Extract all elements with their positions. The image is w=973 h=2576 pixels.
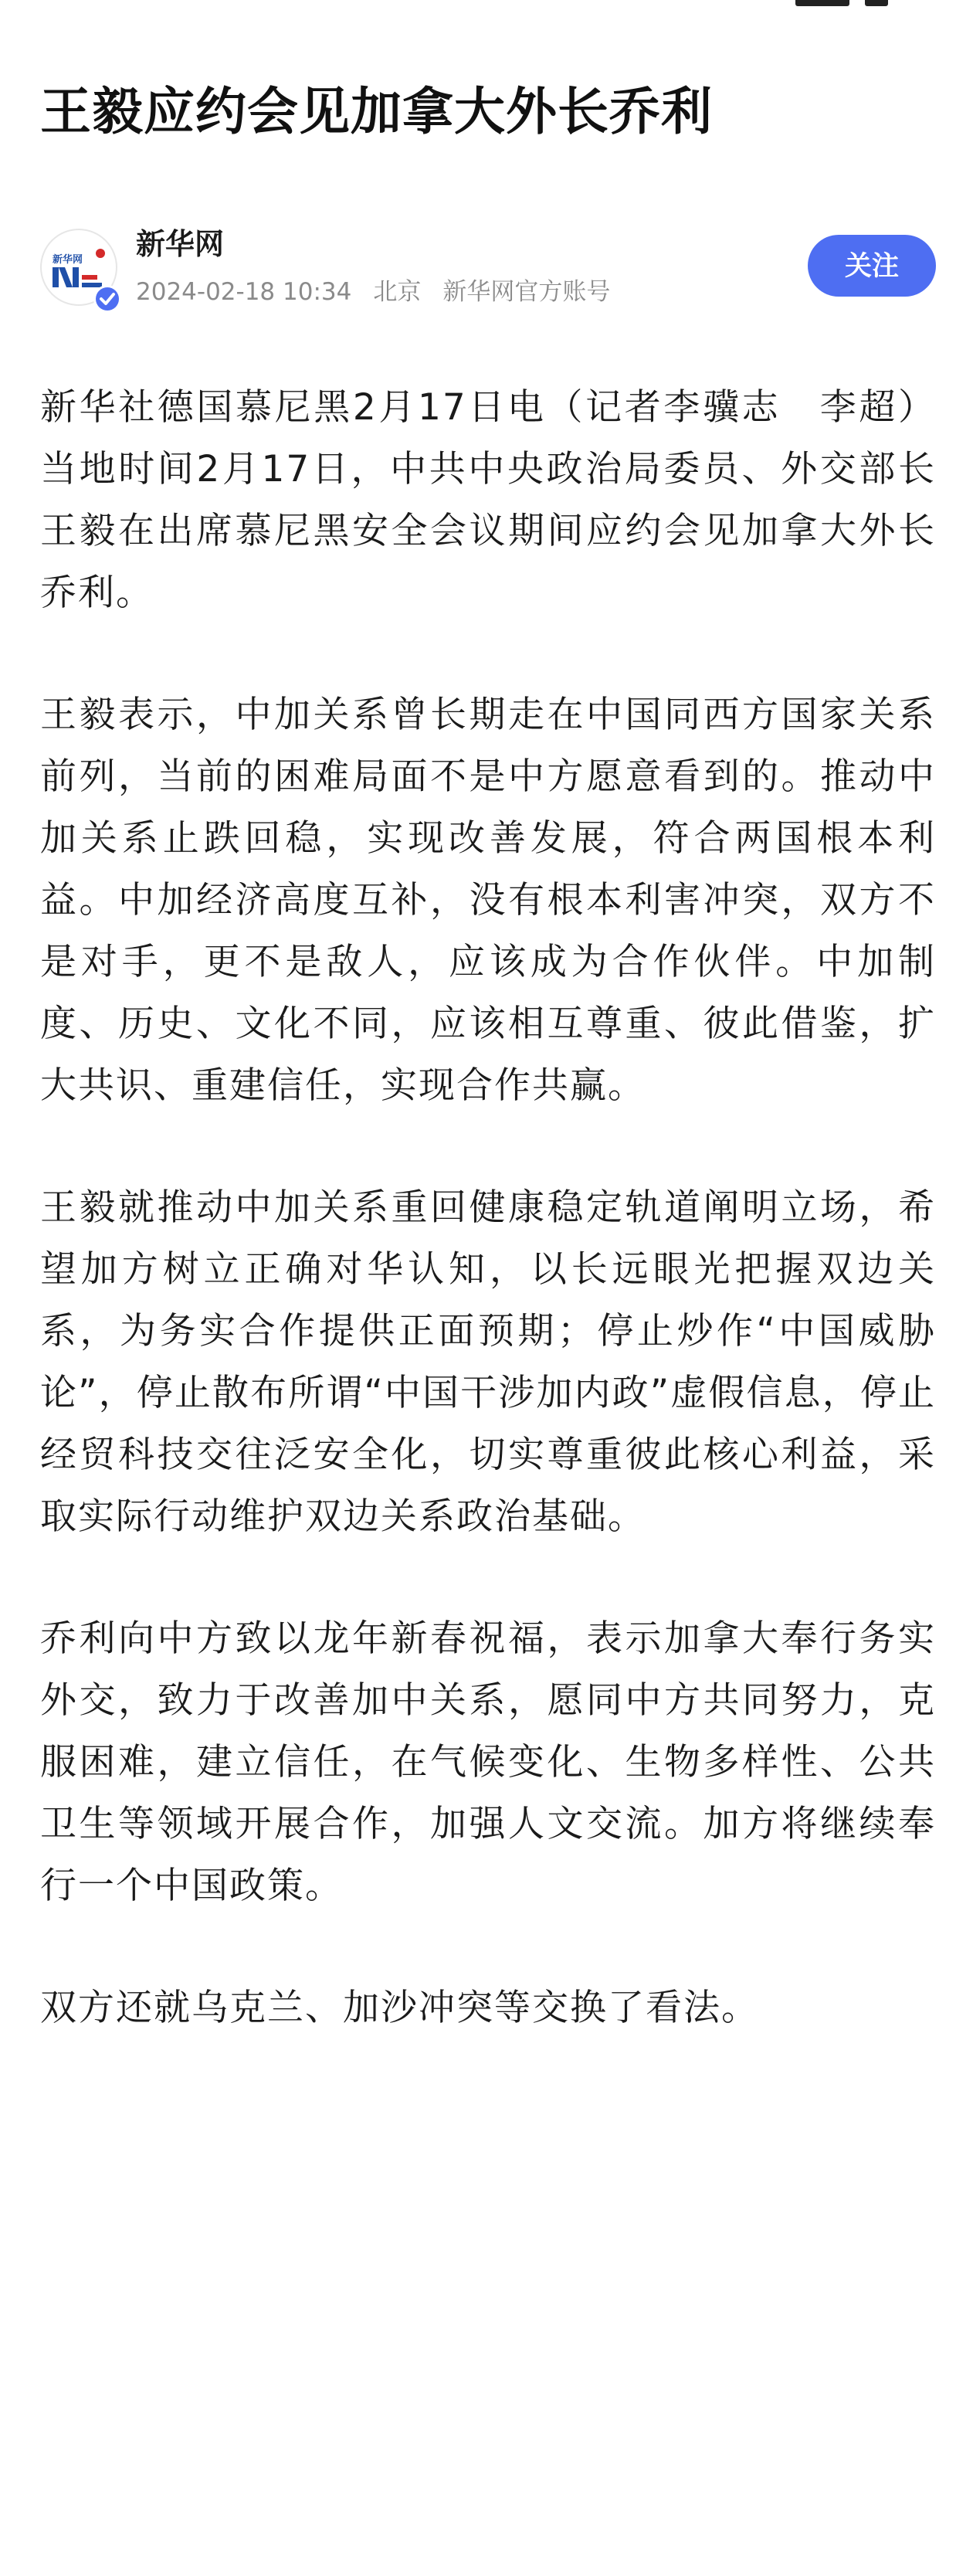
author-avatar[interactable] [40, 229, 117, 306]
publish-date: 2024-02-18 10:34 [136, 278, 352, 306]
article-paragraph: 新华社德国慕尼黑2月17日电（记者李骥志 李超）当地时间2月17日，中共中央政治局委员、外交部长王毅在出席慕尼黑安全会议期间应约会见加拿大外长乔利。 [40, 386, 936, 614]
publish-location: 北京 [373, 278, 422, 306]
article-paragraph: 王毅表示，中加关系曾长期走在中国同西方国家关系前列，当前的困难局面不是中方愿意看到的。推动中加关系止跌回稳，实现改善发展，符合两国根本利益。中加经济高度互补，没有根本利害冲突，双方不是对手，更不是敌人，应该成为合作伙伴。中加制度、历史、文化不同，应该相互尊重、彼此借鉴，扩大共识、重建信任，实现合作共赢。 [40, 694, 936, 1107]
verified-badge-icon [93, 284, 122, 314]
article-body [40, 377, 936, 2099]
account-type: 新华网官方账号 [442, 278, 611, 306]
author-name[interactable]: 新华网 [136, 227, 225, 261]
top-status-strip [0, 0, 973, 28]
article-paragraph: 乔利向中方致以龙年新春祝福，表示加拿大奉行务实外交，致力于改善加中关系，愿同中方共同努力，克服困难，建立信任，在气候变化、生物多样性、公共卫生等领域开展合作，加强人文交流。加方将继续奉行一个中国政策。 [40, 1617, 936, 1907]
avatar-logo-text: 新华网 [53, 254, 83, 266]
article-paragraph: 双方还就乌克兰、加沙冲突等交换了看法。 [40, 1987, 759, 2029]
follow-button[interactable]: 关注 [808, 235, 936, 297]
status-bar-fragment [865, 0, 888, 6]
author-meta [136, 275, 610, 309]
status-bar-fragment [795, 0, 849, 6]
author-info-row [40, 222, 936, 315]
article-title: 王毅应约会见加拿大外长乔利 [40, 82, 713, 141]
article-paragraph: 王毅就推动中加关系重回健康稳定轨道阐明立场，希望加方树立正确对华认知，以长远眼光把握双边关系，为务实合作提供正面预期；停止炒作“中国威胁论”，停止散布所谓“中国干涉加内政”虚假信息，停止经贸科技交往泛安全化，切实尊重彼此核心利益，采取实际行动维护双边关系政治基础。 [40, 1186, 936, 1538]
